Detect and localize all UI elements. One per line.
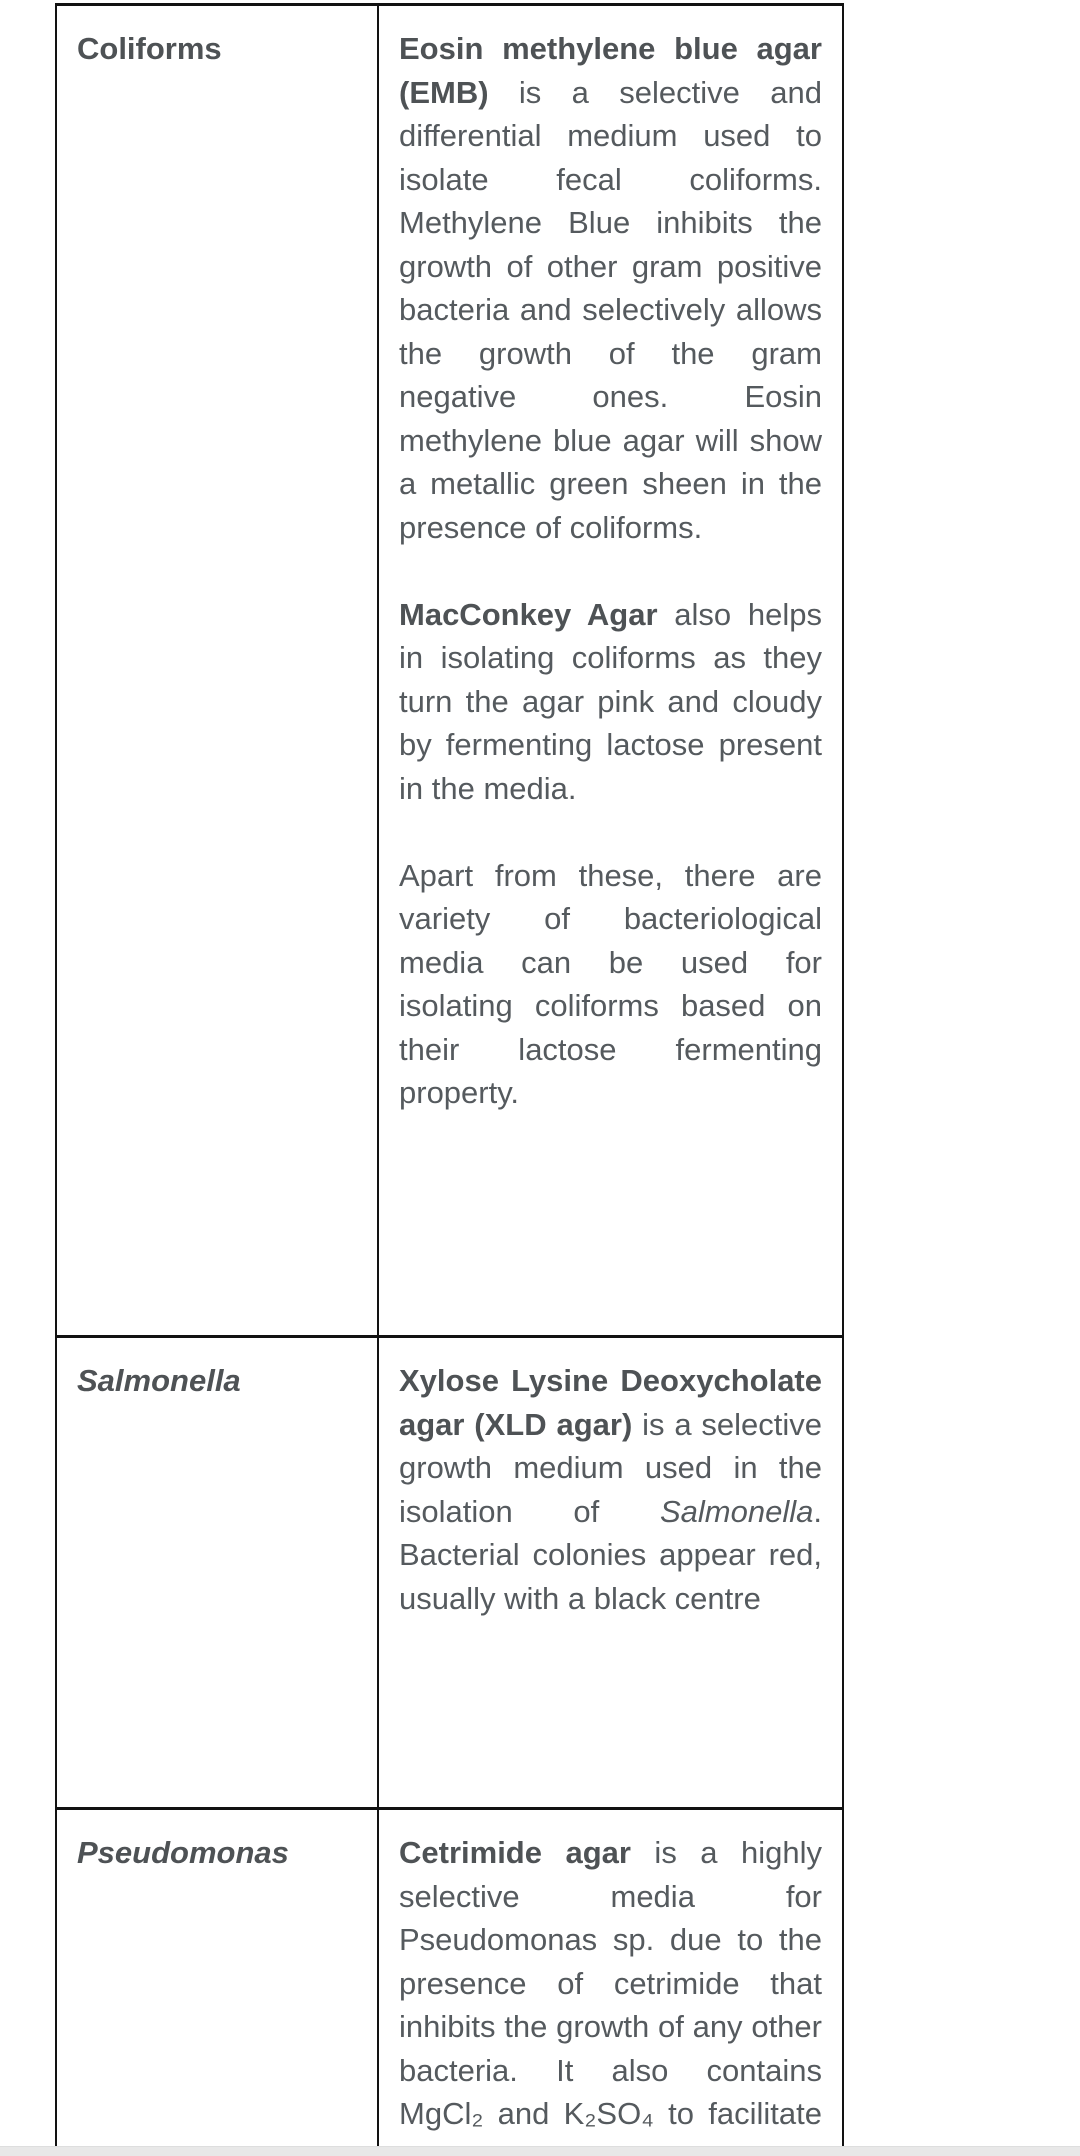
description-paragraph: MacConkey Agar also helps in isolating coliforms as they turn the agar pink and cloudy by fermenting lactose present in the media. (399, 596, 822, 806)
description-paragraph: Cetrimide agar is a highly selective media for Pseudomonas sp. due to the presence of cetrimide that inhibits the growth of any other bacteria. It also contains MgCl₂ and K₂SO₄ to facilitate (399, 1835, 823, 2131)
table-row-pseudomonas (56, 1809, 843, 2156)
organism-cell-salmonella: Salmonella (56, 1337, 378, 1809)
organism-cell-coliforms: Coliforms (56, 5, 378, 1337)
description-paragraph: Eosin methylene blue agar (EMB) is a selective and differential medium used to isolate fecal coliforms. Methylene Blue inhibits the growth of other gram positive bacteria and selectively allows the growth of the gram negative ones. Eosin methylene blue agar will show a metallic green sheen in the presence of coliforms. (399, 31, 822, 545)
description-paragraph: Xylose Lysine Deoxycholate agar (XLD agar) is a selective growth medium used in the isolation of Salmonella. Bacterial colonies appear red, usually with a black centre (399, 1363, 823, 1616)
description-cell-pseudomonas (378, 1809, 843, 2156)
bottom-edge-bar (0, 2146, 1080, 2156)
description-paragraph: Apart from these, there are variety of bacteriological media can be used for isolating coliforms based on their lactose fermenting property. (399, 857, 822, 1110)
organism-cell-pseudomonas: Pseudomonas (56, 1809, 378, 2156)
table-row-salmonella (56, 1337, 843, 1809)
table-row-coliforms (56, 5, 843, 1337)
description-cell-coliforms (378, 5, 843, 1337)
description-cell-salmonella (378, 1337, 843, 1809)
selective-media-table (55, 3, 844, 2156)
